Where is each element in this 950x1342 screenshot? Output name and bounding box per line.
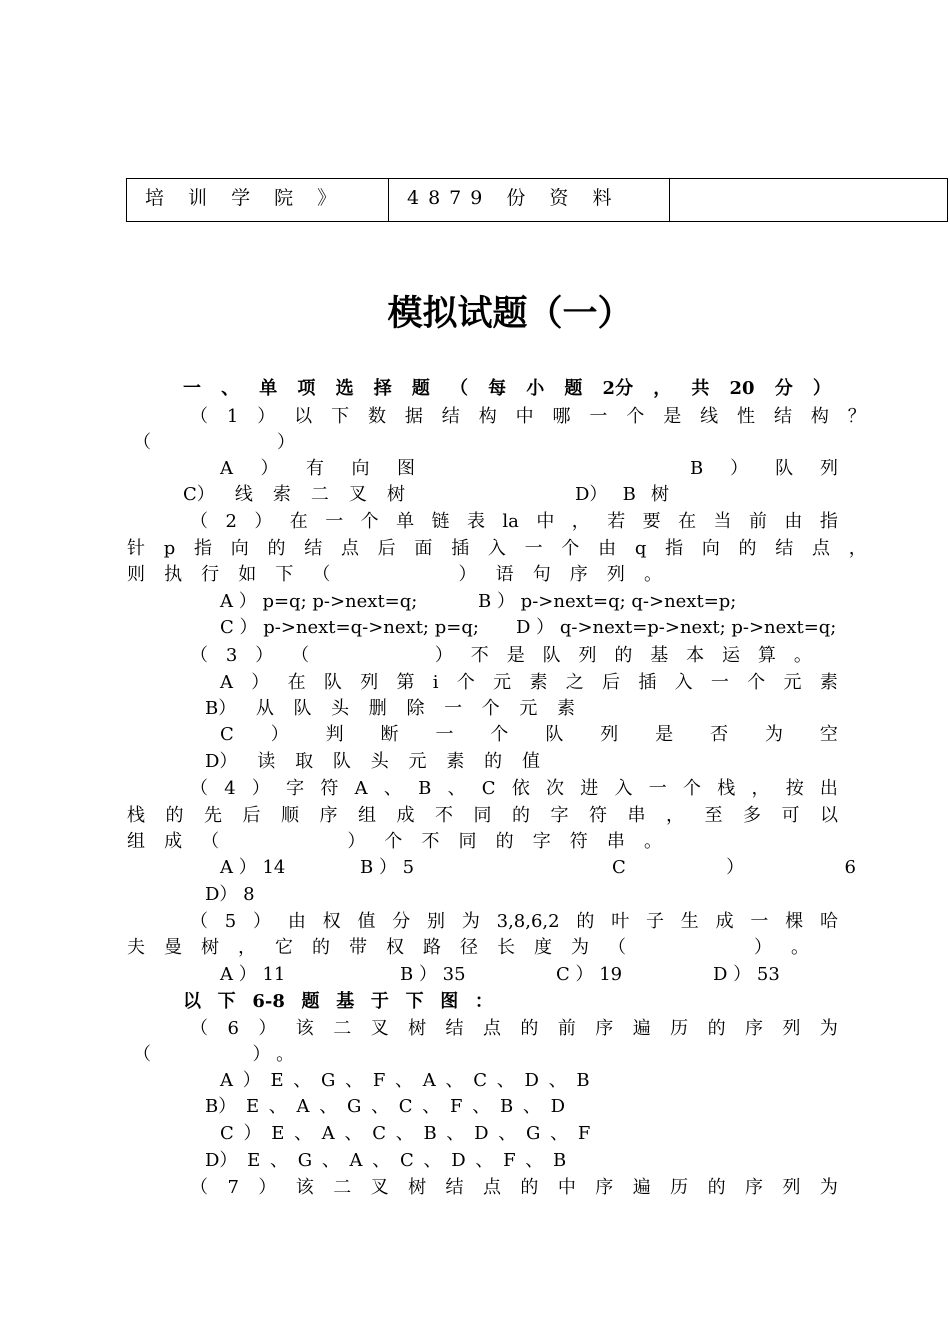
question-6-option-a: A ） E 、 G 、 F 、 A 、 C 、 D 、 B (220, 1070, 590, 1091)
question-5-option-b: B ） 35 (400, 964, 466, 985)
question-3-option-b: B） 从 队 头 删 除 一 个 元 素 (205, 698, 575, 719)
question-6-option-d: D） E 、 G 、 A 、 C 、 D 、 F 、 B (205, 1150, 567, 1171)
question-3-stem: （ 3 ） （ ） 不 是 队 列 的 基 本 运 算 。 (190, 645, 812, 666)
question-2-line-3: 则 执 行 如 下 （ ） 语 句 序 列 。 (127, 564, 662, 585)
question-5-option-a: A ） 11 (220, 964, 286, 985)
question-2-line-2: 针 p 指 向 的 结 点 后 面 插 入 一 个 由 q 指 向 的 结 点 ， (127, 538, 867, 559)
question-1-option-d: D） B 树 (575, 484, 669, 505)
question-3-option-d: D） 读 取 队 头 元 素 的 值 (205, 751, 540, 772)
question-3-option-c: C ） 判 断 一 个 队 列 是 否 为 空 (220, 724, 838, 745)
question-3-option-a: A ） 在 队 列 第 i 个 元 素 之 后 插 入 一 个 元 素 (220, 672, 838, 693)
question-1-option-a: A ） 有 向 图 (220, 458, 415, 479)
question-6-option-b: B） E 、 A 、 G 、 C 、 F 、 B 、 D (205, 1096, 566, 1117)
question-4-line-2: 栈 的 先 后 顺 序 组 成 不 同 的 字 符 串 ， 至 多 可 以 (127, 805, 838, 826)
question-2-option-a: A ） p=q; p->next=q; (220, 591, 418, 612)
question-4-option-d: D） 8 (205, 884, 255, 905)
question-6-option-c: C ） E 、 A 、 C 、 B 、 D 、 G 、 F (220, 1123, 591, 1144)
question-4-line-3: 组 成 （ ） 个 不 同 的 字 符 串 。 (127, 831, 662, 852)
question-1-option-c: C） 线 索 二 叉 树 (183, 484, 405, 505)
question-6-stem: （ 6 ） 该 二 叉 树 结 点 的 前 序 遍 历 的 序 列 为 (190, 1018, 838, 1039)
header-cell-1: 培 训 学 院 》 (127, 179, 389, 222)
question-5-line-2: 夫 曼 树 ， 它 的 带 权 路 径 长 度 为 （ ） 。 (127, 937, 809, 958)
question-5-line-1: （ 5 ） 由 权 值 分 别 为 3,8,6,2 的 叶 子 生 成 一 棵 哈 (190, 911, 838, 932)
question-2-option-d: D ） q->next=p->next; p->next=q; (516, 617, 837, 638)
question-2-option-c: C ） p->next=q->next; p=q; (220, 617, 479, 638)
question-7-stem: （ 7 ） 该 二 叉 树 结 点 的 中 序 遍 历 的 序 列 为 (190, 1177, 838, 1198)
question-2-line-1: （ 2 ） 在 一 个 单 链 表 la 中 ， 若 要 在 当 前 由 指 (190, 511, 838, 532)
question-1-blank: （ ） (133, 432, 295, 453)
question-5-option-c: C ） 19 (556, 964, 623, 985)
header-cell-2: 4879 份 资 料 (389, 179, 670, 222)
figure-note: 以 下 6-8 题 基 于 下 图 ： (183, 991, 493, 1012)
question-1-stem: （ 1 ） 以 下 数 据 结 构 中 哪 一 个 是 线 性 结 构 ？ (190, 406, 866, 427)
question-6-blank: （ ） 。 (133, 1044, 295, 1065)
header-cell-3 (670, 179, 948, 222)
question-4-option-a: A ） 14 (220, 857, 286, 878)
question-4-option-b: B ） 5 (360, 857, 415, 878)
question-5-option-d: D ） 53 (713, 964, 780, 985)
question-4-line-1: （ 4 ） 字 符 A 、 B 、 C 依 次 进 入 一 个 栈 ， 按 出 (190, 778, 838, 799)
header-table (126, 178, 948, 222)
question-4-option-c: C ） 6 (612, 857, 856, 878)
page-title: 模拟试题（一） (387, 294, 633, 334)
section-heading: 一 、 单 项 选 择 题 （ 每 小 题 2分 ， 共 20 分 ） (183, 378, 831, 399)
question-2-option-b: B ） p->next=q; q->next=p; (478, 591, 737, 612)
question-1-option-b: B ） 队 列 (690, 458, 838, 479)
